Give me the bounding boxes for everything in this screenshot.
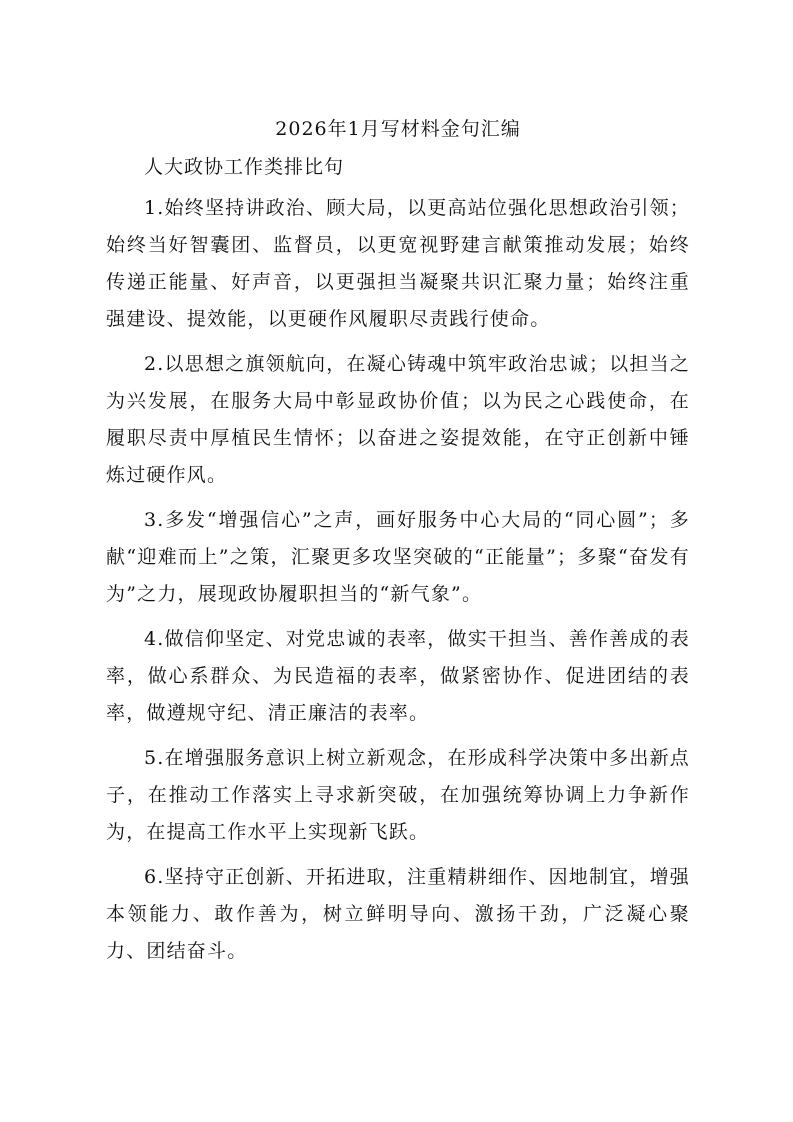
paragraph-4: 4.做信仰坚定、对党忠诚的表率，做实干担当、善作善成的表率，做心系群众、为民造福的表率，做紧密协作、促进团结的表率，做遵规守纪、清正廉洁的表率。 bbox=[106, 628, 690, 724]
paragraph-6: 6.坚持守正创新、开拓进取，注重精耕细作、因地制宜，增强本领能力、敢作善为，树立鲜明导向、激扬干劲，广泛凝心聚力、团结奋斗。 bbox=[106, 866, 690, 962]
paragraph-2: 2.以思想之旗领航向，在凝心铸魂中筑牢政治忠诚；以担当之为兴发展，在服务大局中彰显政协价值；以为民之心践使命，在履职尽责中厚植民生情怀；以奋进之姿提效能，在守正创新中锤炼过硬作风。 bbox=[106, 353, 690, 486]
paragraph-1: 1.始终坚持讲政治、顾大局，以更高站位强化思想政治引领；始终当好智囊团、监督员，以更宽视野建言献策推动发展；始终传递正能量、好声音，以更强担当凝聚共识汇聚力量；始终注重强建设、提效能，以更硬作风履职尽责践行使命。 bbox=[106, 197, 690, 330]
document-page bbox=[106, 114, 690, 978]
paragraph-5: 5.在增强服务意识上树立新观念，在形成科学决策中多出新点子，在推动工作落实上寻求新突破，在加强统筹协调上力争新作为，在提高工作水平上实现新飞跃。 bbox=[106, 747, 690, 843]
section-heading: 人大政协工作类排比句 bbox=[144, 156, 345, 178]
paragraph-3: 3.多发“增强信心”之声，画好服务中心大局的“同心圆”；多献“迎难而上”之策，汇聚更多攻坚突破的“正能量”；多聚“奋发有为”之力，展现政协履职担当的“新气象”。 bbox=[106, 509, 690, 605]
document-title: 2026年1月写材料金句汇编 bbox=[275, 118, 521, 140]
